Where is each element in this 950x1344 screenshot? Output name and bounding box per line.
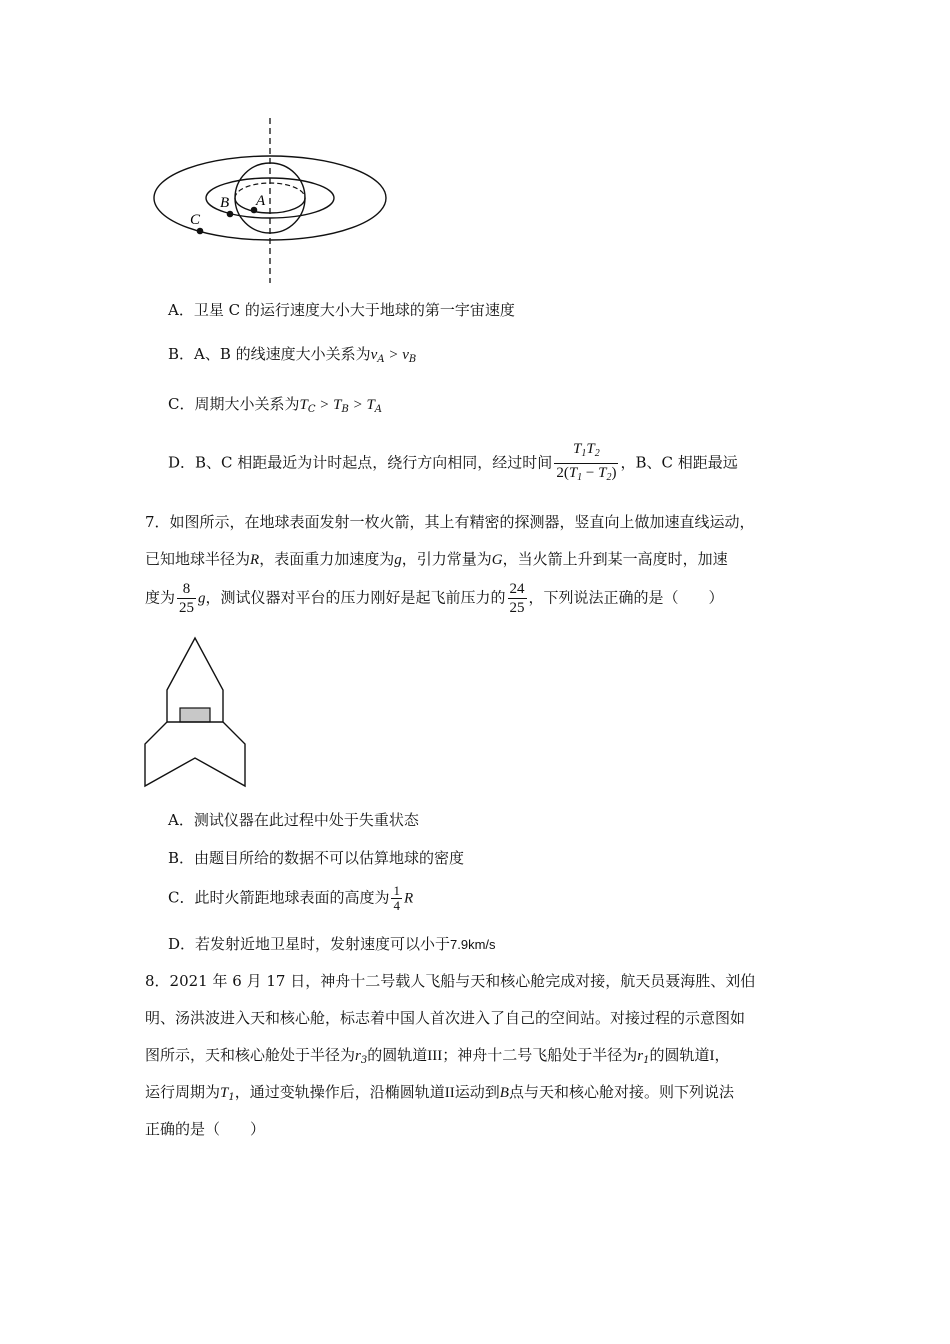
test-instrument bbox=[180, 708, 210, 722]
q7-option-c: C．此时火箭距地球表面的高度为 $\frac{1}{4}$ R bbox=[168, 883, 414, 913]
q7-line-2: 已知地球半径为R，表面重力加速度为g，引力常量为G，当火箭上升到某一高度时，加速 bbox=[145, 550, 728, 568]
q7-option-d: D．若发射近地卫星时，发射速度可以小于7.9km/s bbox=[168, 935, 496, 953]
orbit-diagram bbox=[150, 115, 390, 285]
time-fraction: $\frac{T_1T_2}{2(T_1 - T_2)}$ bbox=[556, 441, 617, 483]
q7-option-a: A．测试仪器在此过程中处于失重状态 bbox=[168, 811, 419, 829]
label-a: A bbox=[256, 193, 266, 209]
q7-line-3: 度为 $\frac{8}{25}$ g，测试仪器对平台的压力刚好是起飞前压力的 $\frac{24}{25}$ ，下列说法正确的是（ ） bbox=[145, 581, 724, 616]
label-b: B bbox=[220, 195, 230, 211]
label-c: C bbox=[190, 212, 201, 228]
q8-line-3: 图所示，天和核心舱处于半径为$r_3$的圆轨道III；神舟十二号飞船处于半径为$r_1$的圆轨道I， bbox=[145, 1046, 730, 1066]
q6-option-d: D．B、C 相距最近为计时起点，绕行方向相同，经过时间 $\frac{T_1T_2}{2(T_1 - T_2)}$ ，B、C 相距最远 bbox=[168, 440, 738, 487]
q6-option-b: B．A、B 的线速度大小关系为$v_A > v_B$ bbox=[168, 345, 417, 365]
rocket-diagram bbox=[143, 634, 253, 790]
satellite-b-dot bbox=[227, 211, 234, 218]
q8-line-5: 正确的是（ ） bbox=[145, 1120, 266, 1138]
q6-option-a: A．卫星 C 的运行速度大小大于地球的第一宇宙速度 bbox=[168, 301, 515, 319]
q7-option-b: B．由题目所给的数据不可以估算地球的密度 bbox=[168, 849, 465, 867]
q8-line-4: 运行周期为$T_1$，通过变轨操作后，沿椭圆轨道II运动到B点与天和核心舱对接。则下列说法 bbox=[145, 1083, 734, 1103]
q6-option-c: C．周期大小关系为$T_C > T_B > T_A$ bbox=[168, 395, 383, 415]
q8-line-2: 明、汤洪波进入天和核心舱，标志着中国人首次进入了自己的空间站。对接过程的示意图如 bbox=[145, 1009, 746, 1027]
satellite-c-dot bbox=[197, 228, 204, 235]
q7-line-1: 7．如图所示，在地球表面发射一枚火箭，其上有精密的探测器，竖直向上做加速直线运动， bbox=[145, 513, 755, 531]
q8-line-1: 8．2021 年 6 月 17 日，神舟十二号载人飞船与天和核心舱完成对接，航天员聂海胜、刘伯 bbox=[145, 972, 756, 990]
